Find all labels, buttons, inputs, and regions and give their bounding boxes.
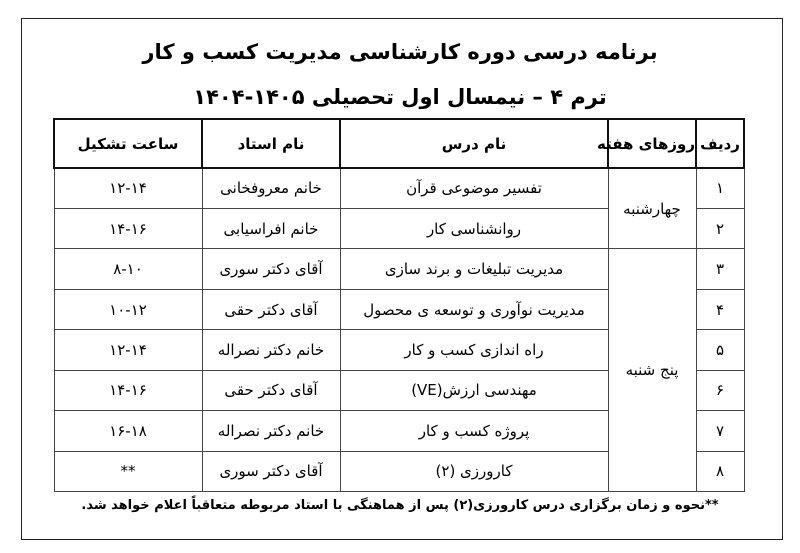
weekday-cell: پنج شنبه <box>608 249 696 492</box>
row-number: ۷ <box>696 411 744 451</box>
table-row <box>54 168 744 208</box>
class-time: ۱۶-۱۸ <box>54 411 202 451</box>
course-name: تفسیر موضوعی قرآن <box>340 168 608 208</box>
header-class-time: ساعت تشکیل <box>54 119 202 168</box>
table-row <box>54 249 744 289</box>
header-teacher-name: نام استاد <box>202 119 340 168</box>
class-time: ۱۴-۱۶ <box>54 370 202 410</box>
row-number: ۶ <box>696 370 744 410</box>
row-number: ۲ <box>696 208 744 248</box>
course-name: مهندسی ارزش(VE) <box>340 370 608 410</box>
teacher-name: خانم دکتر نصراله <box>202 330 340 370</box>
header-row-number: ردیف <box>696 119 744 168</box>
teacher-name: خانم دکتر نصراله <box>202 411 340 451</box>
row-number: ۸ <box>696 451 744 491</box>
course-name: روانشناسی کار <box>340 208 608 248</box>
class-time: ۱۰-۱۲ <box>54 289 202 329</box>
class-time: ۸-۱۰ <box>54 249 202 289</box>
document-title: برنامه درسی دوره کارشناسی مدیریت کسب و کار <box>142 40 658 64</box>
header-course-name: نام درس <box>340 119 608 168</box>
class-time: ۱۲-۱۴ <box>54 168 202 208</box>
row-number: ۱ <box>696 168 744 208</box>
teacher-name: آقای دکتر سوری <box>202 249 340 289</box>
header-weekday: روزهای هفته <box>608 119 696 168</box>
teacher-name: آقای دکتر حقی <box>202 370 340 410</box>
row-number: ۵ <box>696 330 744 370</box>
teacher-name: خانم افراسیابی <box>202 208 340 248</box>
class-time: ۱۲-۱۴ <box>54 330 202 370</box>
course-name: مدیریت نوآوری و توسعه ی محصول <box>340 289 608 329</box>
teacher-name: آقای دکتر سوری <box>202 451 340 491</box>
weekday-cell: چهارشنبه <box>608 168 696 249</box>
course-name: راه اندازی کسب و کار <box>340 330 608 370</box>
class-time: ۱۴-۱۶ <box>54 208 202 248</box>
teacher-name: خانم معروفخانی <box>202 168 340 208</box>
row-number: ۳ <box>696 249 744 289</box>
teacher-name: آقای دکتر حقی <box>202 289 340 329</box>
row-number: ۴ <box>696 289 744 329</box>
footnote: **نحوه و زمان برگزاری درس کارورزی(۲) پس از هماهنگی با استاد مربوطه متعاقباً اعلام خواهد شد. <box>81 498 719 513</box>
table-header-row <box>54 119 744 168</box>
course-name: پروژه کسب و کار <box>340 411 608 451</box>
course-name: کارورزی (۲) <box>340 451 608 491</box>
class-time: ** <box>54 451 202 491</box>
schedule-table <box>53 118 745 492</box>
course-name: مدیریت تبلیغات و برند سازی <box>340 249 608 289</box>
term-subtitle: ترم ۴ – نیمسال اول تحصیلی ۱۴۰۵-۱۴۰۴ <box>193 85 607 109</box>
